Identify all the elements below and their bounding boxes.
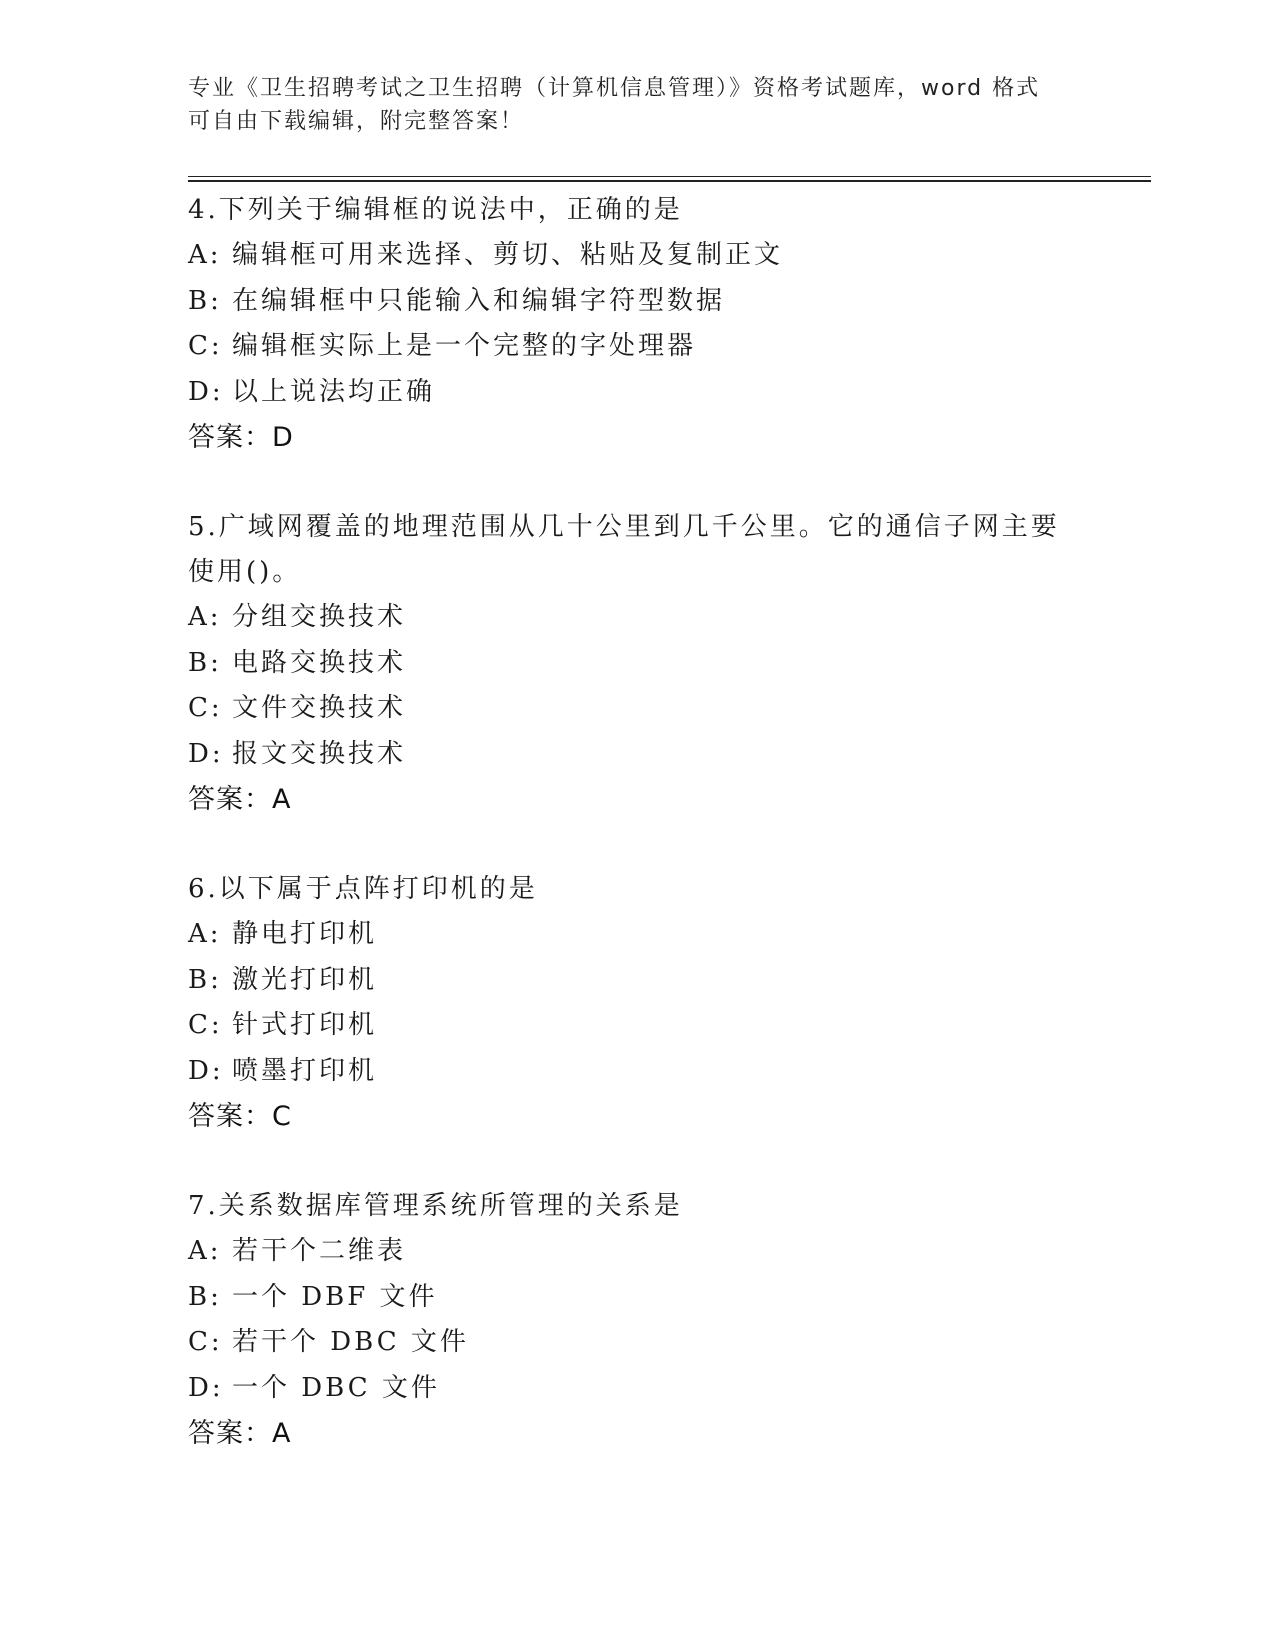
question-item <box>188 505 1088 823</box>
option-letter: C: <box>188 331 223 361</box>
option-text: 静电打印机 <box>232 919 378 949</box>
option-letter: A: <box>188 602 222 632</box>
option-letter: D: <box>188 1055 224 1086</box>
option-letter: D: <box>188 738 224 769</box>
option-text: 一个 DBC 文件 <box>232 1372 440 1403</box>
question-list <box>188 188 1088 1501</box>
option-text: 分组交换技术 <box>232 602 407 632</box>
option-text: 若干个 DBC 文件 <box>232 1327 469 1357</box>
option-text: 报文交换技术 <box>232 738 407 769</box>
option-letter: B: <box>188 285 222 316</box>
option-letter: C: <box>188 1327 223 1357</box>
header-line-2: 可自由下载编辑，附完整答案！ <box>188 109 525 134</box>
option-text: 电路交换技术 <box>232 647 407 678</box>
question-stem-continued: 使用()。 <box>188 557 302 587</box>
header-divider-thin <box>188 176 1151 177</box>
option-letter: D: <box>188 376 224 407</box>
option-d <box>188 732 1088 778</box>
document-header <box>188 72 1088 138</box>
option-letter: A: <box>188 1236 222 1266</box>
option-text: 针式打印机 <box>232 1010 378 1040</box>
header-divider-thick <box>188 180 1151 182</box>
header-line-1: 专业《卫生招聘考试之卫生招聘（计算机信息管理）》资格考试题库，word 格式 <box>188 76 1041 101</box>
option-text: 编辑框可用来选择、剪切、粘贴及复制正文 <box>232 240 784 270</box>
question-stem: 6.以下属于点阵打印机的是 <box>188 874 538 904</box>
option-b <box>188 641 1088 687</box>
option-text: 激光打印机 <box>232 964 378 995</box>
option-text: 一个 DBF 文件 <box>232 1281 438 1312</box>
option-a <box>188 912 1088 958</box>
option-a <box>188 1229 1088 1275</box>
option-letter: A: <box>188 240 222 270</box>
option-text: 编辑框实际上是一个完整的字处理器 <box>232 331 697 361</box>
question-stem: 5.广域网覆盖的地理范围从几十公里到几千公里。它的通信子网主要 <box>188 512 1060 542</box>
option-b <box>188 958 1088 1004</box>
option-letter: B: <box>188 964 222 995</box>
question-stem: 4.下列关于编辑框的说法中，正确的是 <box>188 195 683 225</box>
question-item <box>188 1184 1088 1457</box>
option-letter: C: <box>188 693 223 723</box>
option-letter: B: <box>188 647 222 678</box>
option-letter: C: <box>188 1010 223 1040</box>
option-c <box>188 1003 1088 1049</box>
answer-line: 答案：A <box>188 784 292 815</box>
option-a <box>188 233 1088 279</box>
option-b <box>188 279 1088 325</box>
option-letter: D: <box>188 1372 224 1403</box>
option-c <box>188 1320 1088 1366</box>
option-d <box>188 1049 1088 1095</box>
answer-line: 答案：A <box>188 1418 292 1449</box>
option-text: 文件交换技术 <box>232 693 407 723</box>
option-b <box>188 1275 1088 1321</box>
option-d <box>188 370 1088 416</box>
option-text: 以上说法均正确 <box>232 376 436 407</box>
option-a <box>188 595 1088 641</box>
option-text: 在编辑框中只能输入和编辑字符型数据 <box>232 285 726 316</box>
question-item <box>188 867 1088 1140</box>
option-text: 若干个二维表 <box>232 1236 407 1266</box>
option-letter: A: <box>188 919 222 949</box>
option-d <box>188 1366 1088 1412</box>
question-item <box>188 188 1088 461</box>
answer-line: 答案：D <box>188 422 294 453</box>
answer-line: 答案：C <box>188 1101 292 1132</box>
option-text: 喷墨打印机 <box>232 1055 378 1086</box>
option-c <box>188 686 1088 732</box>
option-letter: B: <box>188 1281 222 1312</box>
question-stem: 7.关系数据库管理系统所管理的关系是 <box>188 1191 683 1221</box>
option-c <box>188 324 1088 370</box>
